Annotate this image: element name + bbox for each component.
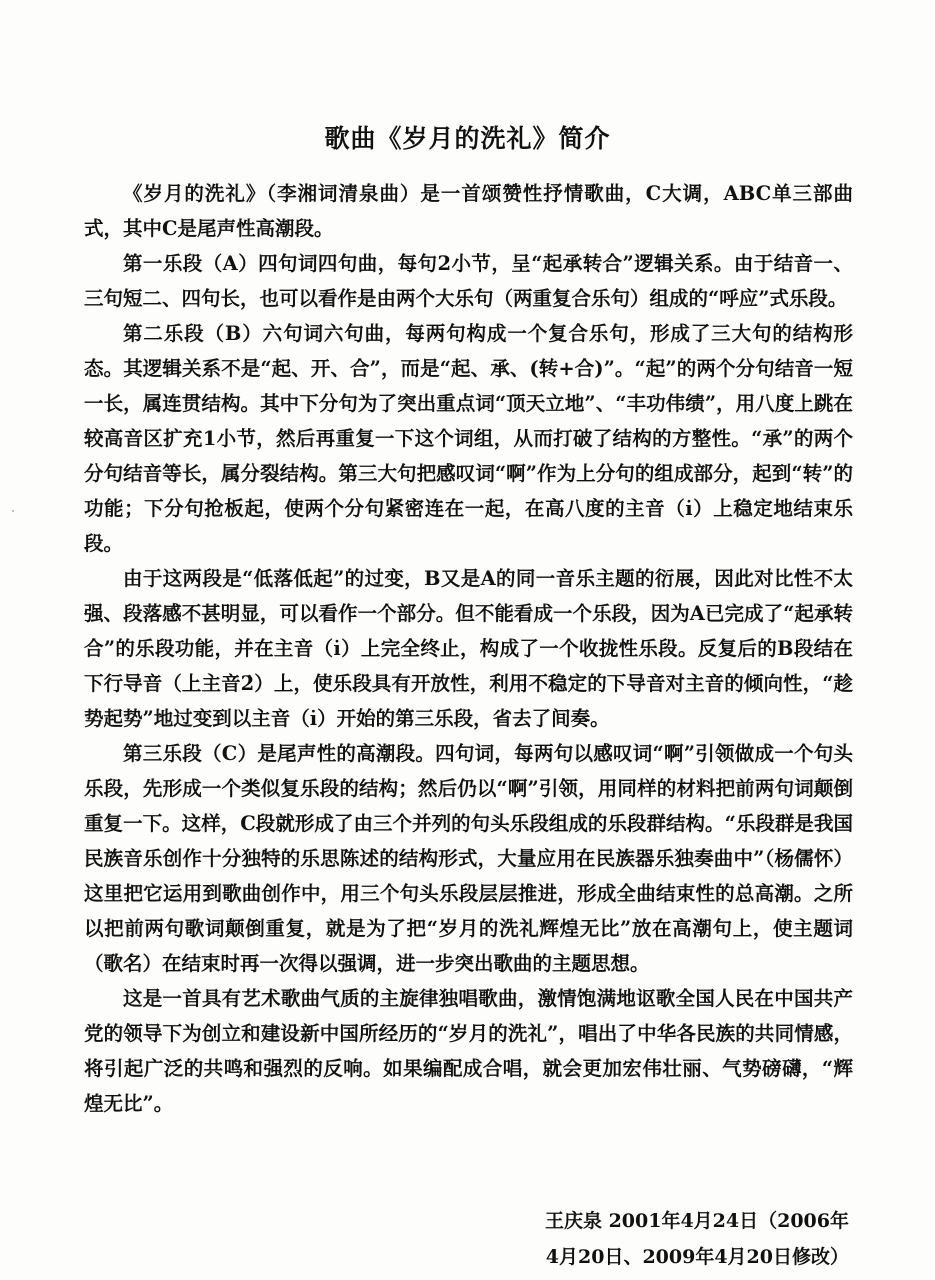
paragraph-section-c: 第三乐段（C）是尾声性的高潮段。四句词，每两句以感叹词“啊”引领做成一个句头乐段，先形成一个类似复乐段的结构；然后仍以“啊”引领，用同样的材料把前两句词颠倒重复一下。这样，C段就形成了由三个并列的句头乐段组成的乐段群结构。“乐段群是我国民族音乐创作十分独特的乐思陈述的结构形式，大量应用在民族器乐独奏曲中”（杨儒怀）这里把它运用到歌曲创作中，用三个句头乐段层层推进，形成全曲结束性的总高潮。之所以把前两句歌词颠倒重复，就是为了把“岁月的洗礼辉煌无比”放在高潮句上，使主题词（歌名）在结束时再一次得以强调，进一步突出歌曲的主题思想。 (84, 742, 854, 975)
paragraph-section-a: 第一乐段（A）四句词四句曲，每句2小节，呈“起承转合”逻辑关系。由于结音一、三句短二、四句长，也可以看作是由两个大乐句（两重复合乐句）组成的“呼应”式乐段。 (84, 252, 853, 310)
document-title: 歌曲《岁月的洗礼》简介 (324, 123, 611, 153)
signature-line-2: 4月20日、2009年4月20日修改） (545, 1246, 849, 1268)
paragraph-transition: 由于这两段是“低落低起”的过变，B又是A的同一音乐主题的衍展，因此对比性不太强、段落感不甚明显，可以看作一个部分。但不能看成一个乐段，因为A已完成了“起承转合”的乐段功能，并在主音（i̇）上完全终止，构成了一个收拢性乐段。反复后的B段结在下行导音（上主音2̇）上，使乐段具有开放性，利用不稳定的下导音对主音的倾向性，“趁势起势”地过变到以主音（i̇）开始的第三乐段，省去了间奏。 (84, 567, 853, 730)
author-signature (519, 1203, 849, 1275)
paragraph-intro: 《岁月的洗礼》（李湘词清泉曲）是一首颂赞性抒情歌曲，C大调，ABC单三部曲式，其中C是尾声性高潮段。 (84, 182, 853, 240)
document-body (84, 176, 853, 1121)
scan-speck (12, 510, 14, 512)
signature-line-1: 王庆泉 2001年4月24日（2006年 (544, 1210, 849, 1232)
paragraph-section-b: 第二乐段（B）六句词六句曲，每两句构成一个复合乐句，形成了三大句的结构形态。其逻辑关系不是“起、开、合”，而是“起、承、(转+合)”。“起”的两个分句结音一短一长，属连贯结构。其中下分句为了突出重点词“顶天立地”、“丰功伟绩”，用八度上跳在较高音区扩充1小节，然后再重复一下这个词组，从而打破了结构的方整性。“承”的两个分句结音等长，属分裂结构。第三大句把感叹词“啊”作为上分句的组成部分，起到“转”的功能；下分句抢板起，使两个分句紧密连在一起，在高八度的主音（i̇）上稳定地结束乐段。 (84, 322, 853, 555)
paragraph-conclusion: 这是一首具有艺术歌曲气质的主旋律独唱歌曲，激情饱满地讴歌全国人民在中国共产党的领导下为创立和建设新中国所经历的“岁月的洗礼”，唱出了中华各民族的共同情感，将引起广泛的共鸣和强烈的反响。如果编配成合唱，就会更加宏伟壮丽、气势磅礴，“辉煌无比”。 (84, 987, 853, 1115)
